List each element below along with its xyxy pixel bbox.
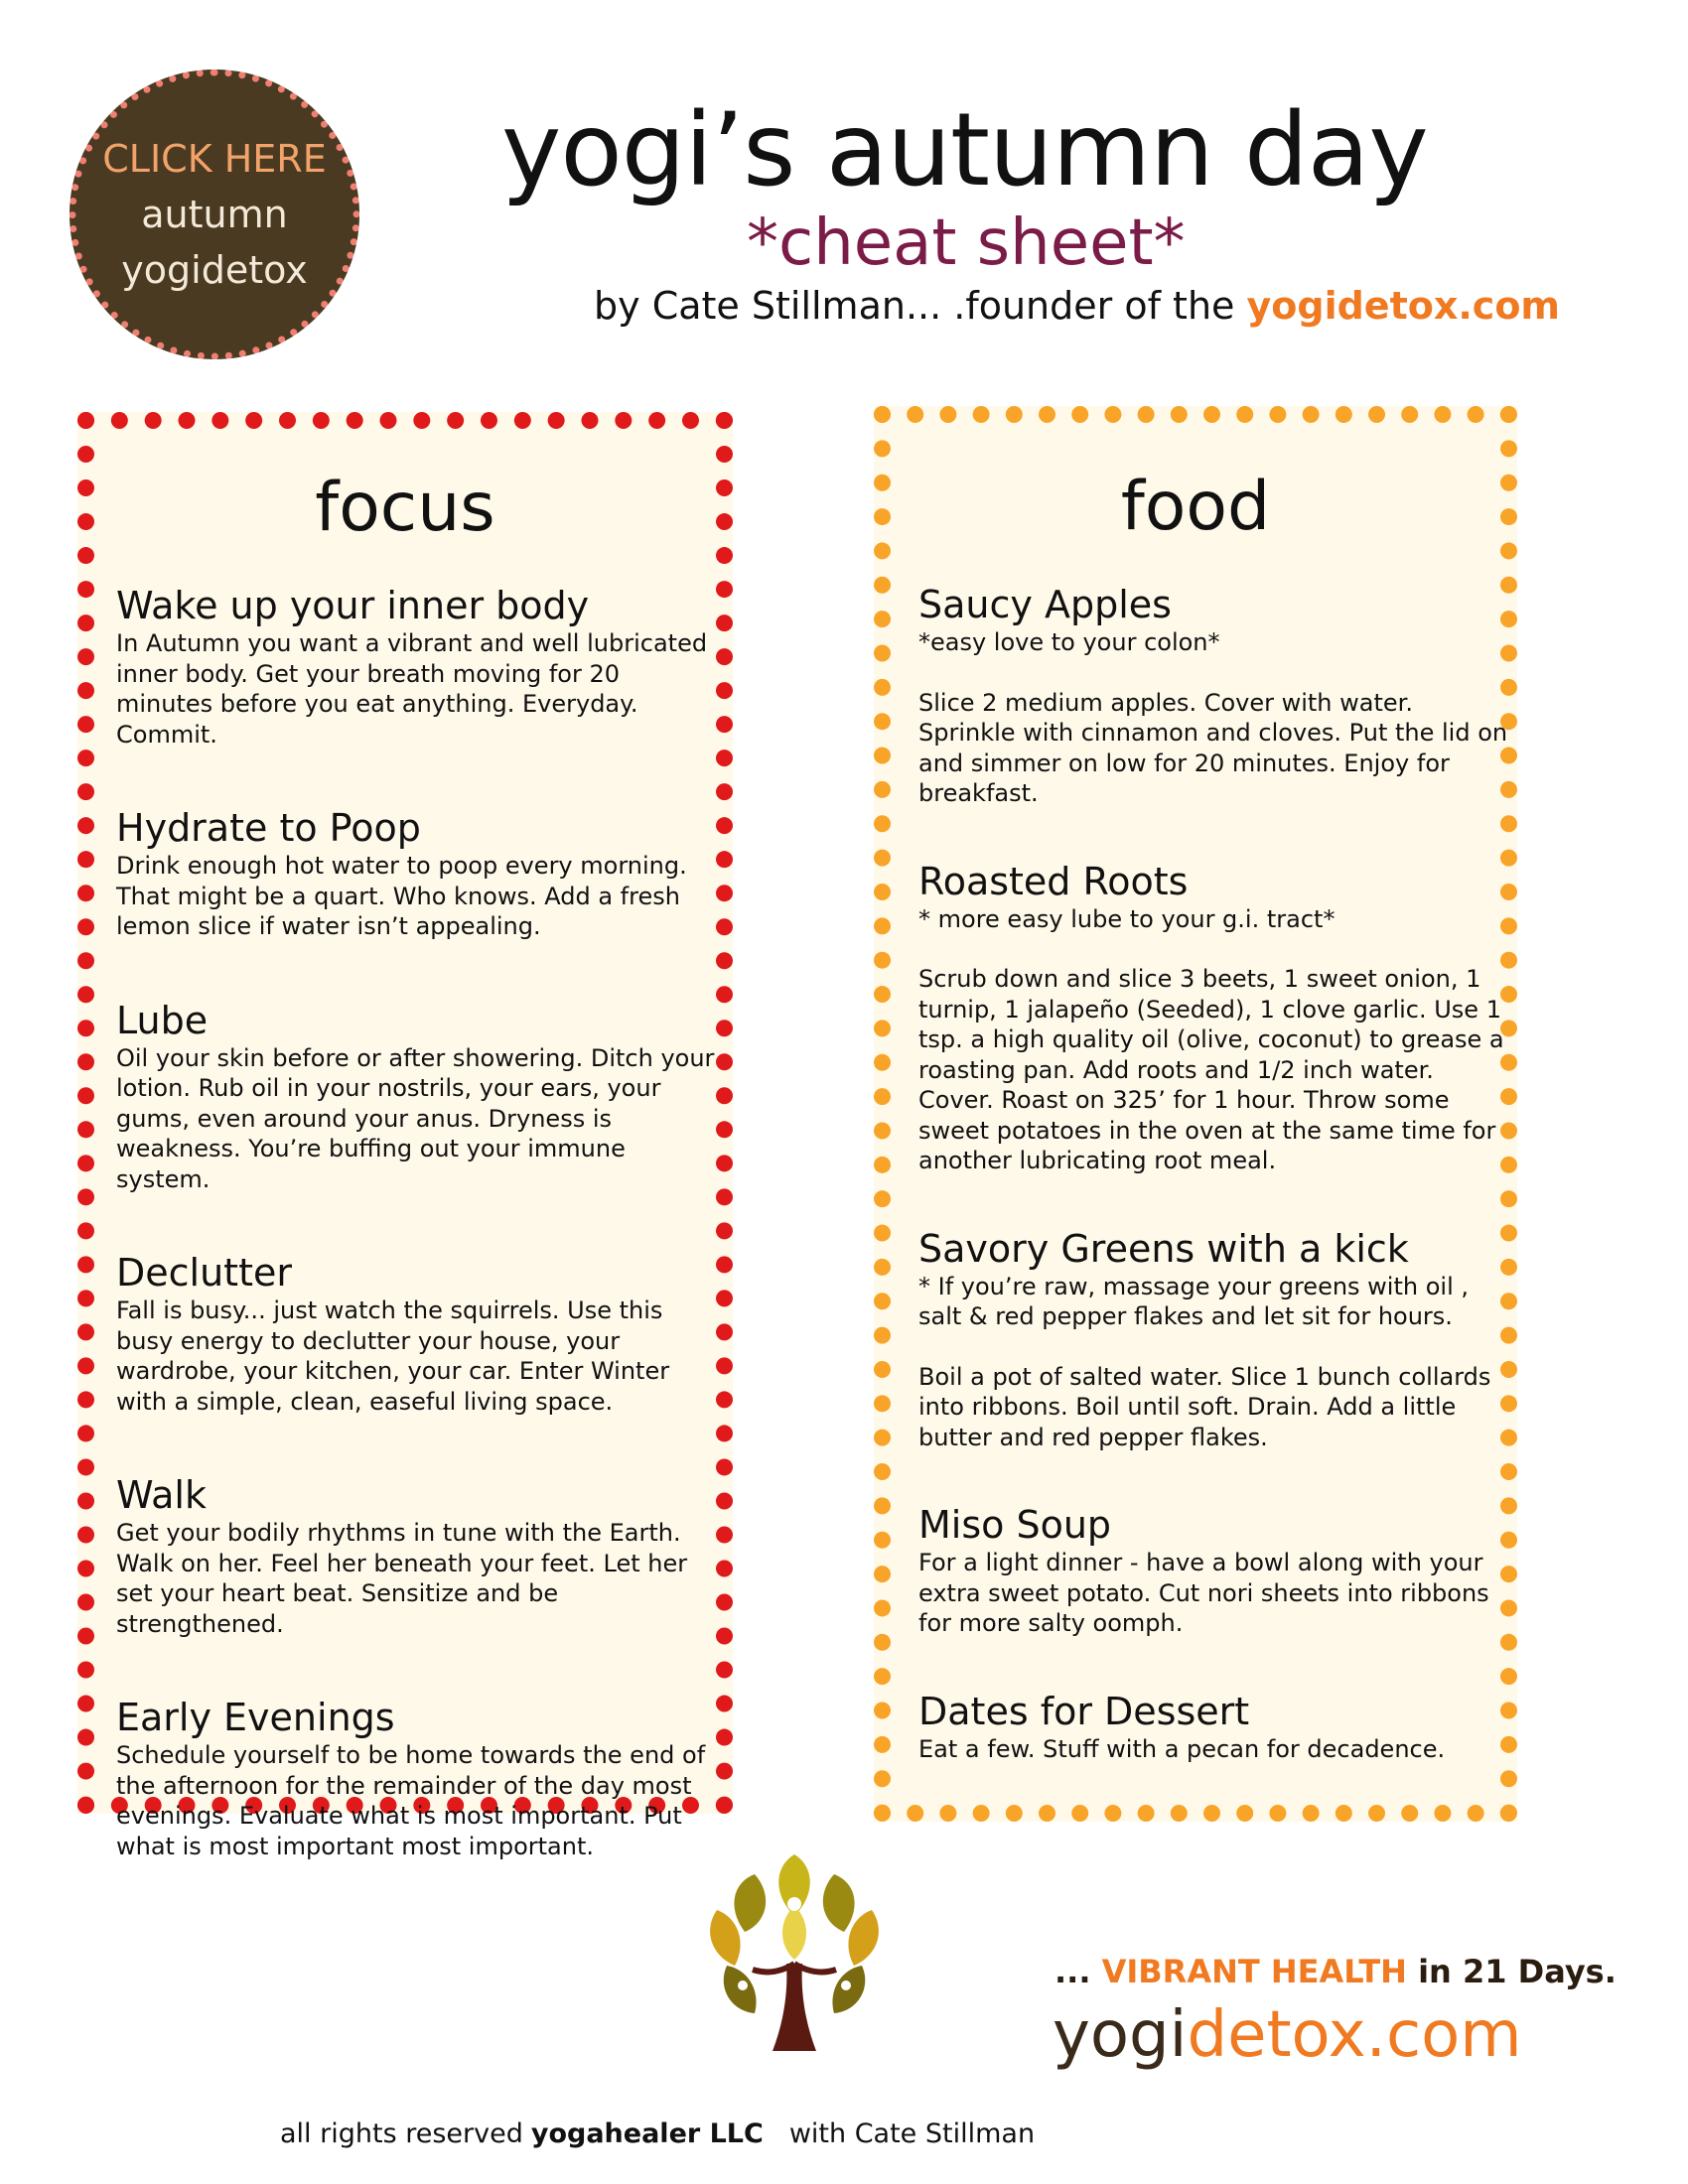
byline-site-link[interactable]: yogidetox.com [1246,284,1561,328]
badge-line-2: autumn [141,193,288,236]
food-item-note: *easy love to your colon* [918,628,1220,656]
focus-item-text: Drink enough hot water to poop every morning. That might be a quart. Who knows. Add a fresh lemon slice if water isn’t appealing. [116,852,687,940]
focus-item-title: Hydrate to Poop [116,806,421,850]
focus-item [116,805,722,942]
footer-suffix: with Cate Stillman [788,2118,1036,2149]
food-item [918,1689,1510,1765]
focus-item [116,1695,722,1861]
brand-part-2: detox.com [1187,1998,1522,2072]
focus-item-text: Schedule yourself to be home towards the end of the afternoon for the remainder of the day most evenings. Evaluate what is most important. Put what is most important most important. [116,1741,706,1860]
page-subtitle: *cheat sheet* [747,206,1186,280]
food-item [918,1502,1510,1639]
focus-item-title: Walk [116,1473,207,1517]
footer-prefix: all rights reserved [280,2118,523,2149]
focus-panel [77,412,733,1860]
byline-prefix: by Cate Stillman... .founder of the [594,284,1247,328]
focus-item [116,1250,722,1417]
focus-item [116,998,722,1195]
page-title: yogi’s autumn day [501,91,1428,209]
food-list [918,582,1510,1814]
food-item-text: For a light dinner - have a bowl along with your extra sweet potato. Cut nori sheets into ribbons for more salty oomph. [918,1549,1489,1637]
focus-item-text: Get your bodily rhythms in tune with the Earth. Walk on her. Feel her beneath your feet. Let her set your heart beat. Sensitize and be strengthened. [116,1519,688,1638]
focus-item-title: Declutter [116,1251,292,1295]
food-item-note: * more easy lube to your g.i. tract* [918,904,1336,933]
badge-line-1: CLICK HERE [102,137,327,181]
focus-title: focus [315,469,495,547]
focus-item [116,1472,722,1639]
focus-item-title: Wake up your inner body [116,584,590,627]
food-item [918,582,1510,809]
tagline [1055,1952,1617,1991]
brand-part-1: yogi [1053,1998,1188,2072]
food-item [918,859,1510,1176]
food-item-text: Eat a few. Stuff with a pecan for decadence. [918,1734,1446,1763]
tagline-prefix: ... [1055,1953,1102,1990]
focus-item-text: In Autumn you want a vibrant and well lubricated inner body. Get your breath moving for 20 minutes before you eat anything. Everyday. Commit. [116,629,708,749]
focus-item-title: Early Evenings [116,1696,395,1739]
tree-logo-icon [695,1846,894,2055]
food-panel [874,406,1517,1822]
food-item-title: Saucy Apples [918,583,1172,626]
byline [594,281,1560,331]
food-title: food [1120,468,1271,546]
food-item-text: Boil a pot of salted water. Slice 1 bunch collards into ribbons. Boil until soft. Drain. Add a little butter and red pepper flakes. [918,1362,1491,1451]
food-item-note: * If you’re raw, massage your greens with oil , salt & red pepper flakes and let sit for hours. [918,1272,1470,1330]
focus-list [116,583,722,1917]
focus-item-text: Fall is busy... just watch the squirrels. Use this busy energy to declutter your house, your wardrobe, your kitchen, your car. Enter Winter with a simple, clean, easeful living space. [116,1297,670,1416]
food-item-text: Scrub down and slice 3 beets, 1 sweet onion, 1 turnip, 1 jalapeño (Seeded), 1 clove garlic. Use 1 tsp. a high quality oil (olive, coconut) to grease a roasting pan. Add roots and 1/2 inch water. Cover. Roast on 325’ for 1 hour. Throw some sweet potatoes in the oven at the same time for another lubricating root meal. [918,965,1504,1174]
click-here-badge[interactable] [70,69,359,359]
food-item-title: Savory Greens with a kick [918,1226,1409,1271]
tagline-suffix: in 21 Days. [1406,1953,1617,1990]
brand-link[interactable] [1053,1995,1522,2075]
food-item-title: Roasted Roots [918,859,1189,903]
badge-line-3: yogidetox [121,248,308,292]
focus-item [116,583,722,750]
focus-item-title: Lube [116,998,209,1042]
tagline-highlight: VIBRANT HEALTH [1101,1953,1407,1990]
food-item-text: Slice 2 medium apples. Cover with water. Sprinkle with cinnamon and cloves. Put the lid on and simmer on low for 20 minutes. Enjoy for breakfast. [918,688,1508,807]
food-item-title: Miso Soup [918,1503,1112,1547]
food-item-title: Dates for Dessert [918,1689,1250,1733]
food-item [918,1226,1510,1453]
footer-copyright [280,2117,1035,2151]
focus-item-text: Oil your skin before or after showering. Ditch your lotion. Rub oil in your nostrils, your ears, your gums, even around your anus. Dryness is weakness. You’re buffing out your immune system. [116,1043,715,1193]
footer-company: yogahealer LLC [530,2118,764,2149]
